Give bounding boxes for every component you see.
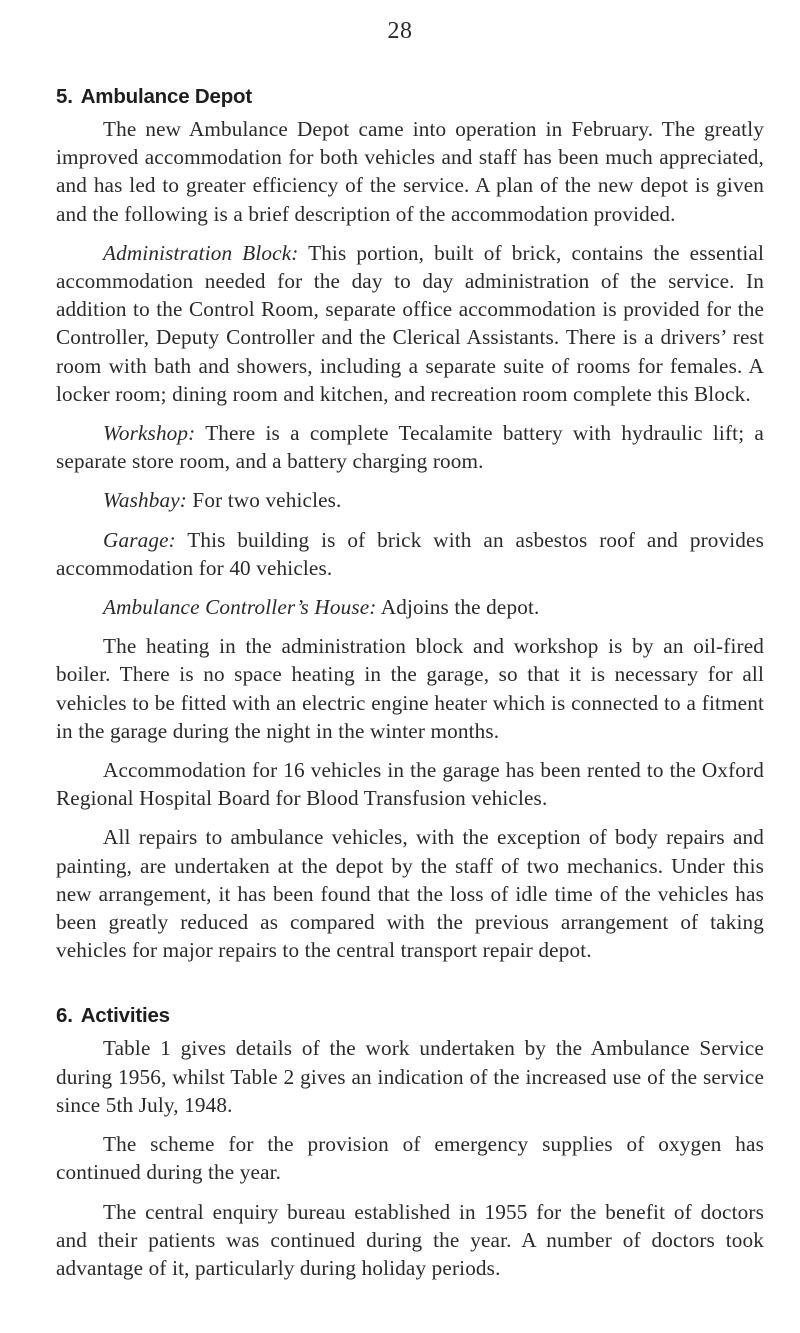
paragraph-text: The heating in the administration block and workshop is by an oil-fired boiler. There is no space heating in the garage, so that it is necessary for all vehicles to be fitted with an electric engine heater which is connected to a fitment in the garage during the night in the winter months. — [56, 634, 764, 743]
paragraph-lead: Workshop: — [103, 421, 196, 446]
paragraph — [56, 756, 764, 812]
paragraph — [56, 1034, 764, 1119]
paragraph-text: The scheme for the provision of emergency supplies of oxygen has continued during the year. — [56, 1132, 764, 1185]
paragraph — [56, 1198, 764, 1283]
paragraph-lead: Garage: — [103, 527, 176, 552]
section-ambulance-depot — [56, 85, 764, 964]
paragraph — [56, 239, 764, 408]
paragraph — [56, 419, 764, 475]
paragraph-text: Adjoins the depot. — [376, 595, 540, 620]
paragraph-text: For two vehicles. — [186, 488, 342, 513]
paragraph — [56, 593, 764, 621]
section-number: 6. — [56, 1004, 73, 1028]
paragraph-text: There is a complete Tecalamite battery with hydraulic lift; a separate store room, and a battery charging room. — [56, 421, 764, 474]
paragraph — [56, 526, 764, 582]
section-heading — [56, 85, 764, 109]
paragraph — [56, 1130, 764, 1186]
section-number: 5. — [56, 85, 73, 108]
paragraph-text: The new Ambulance Depot came into operation in February. The greatly improved accommodation for both vehicles and staff has been much appreciated, and has led to greater efficiency of the service. A plan of the new depot is given and the following is a brief description of the accommodation provided. — [56, 117, 764, 226]
paragraph — [56, 632, 764, 745]
paragraph — [56, 823, 764, 964]
paragraph-text: This building is of brick with an asbestos roof and provides accommodation for 40 vehicles. — [56, 527, 764, 580]
section-spacer — [56, 975, 764, 1004]
section-heading — [56, 1004, 764, 1028]
paragraph-text: All repairs to ambulance vehicles, with the exception of body repairs and painting, are undertaken at the depot by the staff of two mechanics. Under this new arrangement, it has been found that the loss of idle time of the vehicles has been greatly reduced as compared with the previous arrangement of taking vehicles for major repairs to the central transport repair depot. — [56, 825, 764, 963]
section-title: Ambulance Depot — [80, 85, 252, 108]
paragraph-lead: Washbay: — [103, 488, 187, 513]
paragraph — [56, 486, 764, 514]
document-body — [56, 85, 764, 1293]
paragraph-text: The central enquiry bureau established in 1955 for the benefit of doctors and their patients was continued during the year. A number of doctors took advantage of it, particularly during holiday periods. — [56, 1199, 764, 1280]
section-activities — [56, 1004, 764, 1282]
paragraph-text: This portion, built of brick, contains the essential accommodation needed for the day to day administration of the service. In addition to the Control Room, separate office accommodation is provided for the Controller, Deputy Controller and the Clerical Assistants. There is a drivers’ rest room with bath and showers, including a separate suite of rooms for females. A locker room; dining room and kitchen, and recreation room complete this Block. — [56, 240, 764, 406]
page-number: 28 — [387, 18, 413, 44]
paragraph-text: Accommodation for 16 vehicles in the garage has been rented to the Oxford Regional Hospital Board for Blood Transfusion vehicles. — [56, 758, 764, 811]
section-title: Activities — [80, 1004, 170, 1028]
paragraph — [56, 115, 764, 228]
paragraph-lead: Ambulance Controller’s House: — [103, 595, 377, 620]
paragraph-text: Table 1 gives details of the work undertaken by the Ambulance Service during 1956, whilst Table 2 gives an indication of the increased use of the service since 5th July, 1948. — [56, 1036, 764, 1117]
paragraph-lead: Administration Block: — [103, 240, 299, 265]
